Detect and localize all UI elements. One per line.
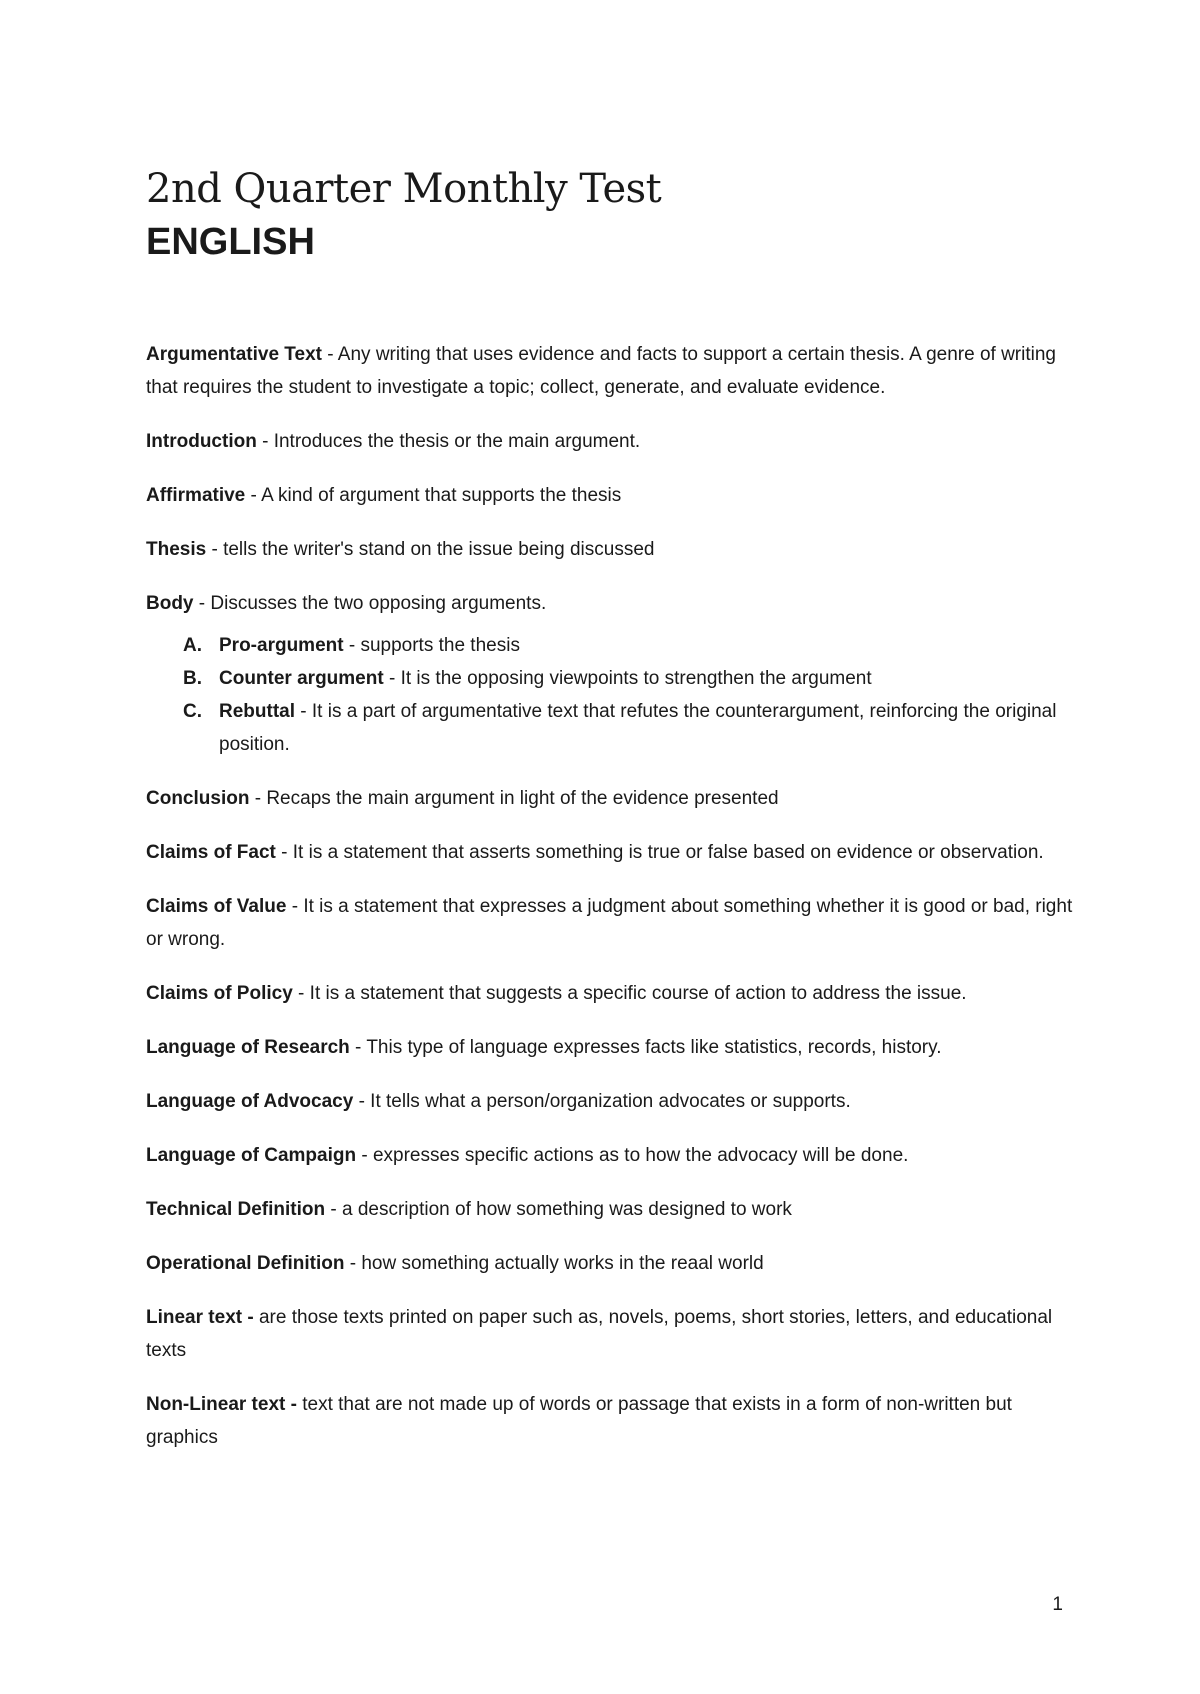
definition-entry <box>146 587 1076 620</box>
list-marker: B. <box>183 668 202 689</box>
page-number: 1 <box>1052 1594 1063 1615</box>
definition-entry <box>146 425 1076 458</box>
term-definition: - A kind of argument that supports the thesis <box>245 485 622 506</box>
term-label: Claims of Fact <box>146 842 276 863</box>
definition-entry <box>146 890 1076 956</box>
term-definition: - Introduces the thesis or the main argument. <box>256 431 641 452</box>
term-label: Claims of Policy <box>146 983 293 1004</box>
term-label: Pro-argument <box>219 635 344 656</box>
term-definition: - Discusses the two opposing arguments. <box>193 593 547 614</box>
definition-entry <box>146 479 1076 512</box>
term-label: Technical Definition <box>146 1199 326 1220</box>
term-label: Linear text - <box>146 1307 254 1328</box>
list-marker: A. <box>183 635 202 656</box>
term-definition: - It is a statement that asserts something is true or false based on evidence or observation. <box>275 842 1044 863</box>
list-item <box>146 695 1076 761</box>
definition-entry <box>146 1301 1076 1367</box>
definition-entry <box>146 977 1076 1010</box>
term-label: Affirmative <box>146 485 246 506</box>
term-label: Non-Linear text - <box>146 1394 297 1415</box>
definition-entry <box>146 338 1076 404</box>
definition-entry <box>146 782 1076 815</box>
term-definition: - This type of language expresses facts like statistics, records, history. <box>349 1037 942 1058</box>
term-definition: - supports the thesis <box>343 635 520 656</box>
term-label: Introduction <box>146 431 257 452</box>
body-parts-list <box>146 629 1076 761</box>
definitions-list <box>146 338 1076 1475</box>
term-definition: - tells the writer's stand on the issue being discussed <box>206 539 655 560</box>
list-item <box>146 629 1076 662</box>
definition-entry <box>146 1388 1076 1454</box>
term-label: Language of Campaign <box>146 1145 357 1166</box>
term-definition: - It is a statement that suggests a specific course of action to address the issue. <box>292 983 967 1004</box>
term-label: Thesis <box>146 539 207 560</box>
term-definition: - It is the opposing viewpoints to strengthen the argument <box>383 668 872 689</box>
definition-entry <box>146 1085 1076 1118</box>
definition-entry <box>146 836 1076 869</box>
definition-entry <box>146 533 1076 566</box>
term-label: Argumentative Text <box>146 344 322 365</box>
term-definition: - It is a part of argumentative text that refutes the counterargument, reinforcing the original position. <box>219 701 1057 755</box>
term-label: Counter argument <box>219 668 384 689</box>
term-label: Language of Research <box>146 1037 350 1058</box>
term-definition: - It is a statement that expresses a judgment about something whether it is good or bad, right or wrong. <box>146 896 1073 950</box>
term-definition: are those texts printed on paper such as, novels, poems, short stories, letters, and educational texts <box>146 1307 1053 1361</box>
definition-entry <box>146 1193 1076 1226</box>
term-definition: - expresses specific actions as to how the advocacy will be done. <box>356 1145 909 1166</box>
definition-entry <box>146 1247 1076 1280</box>
term-definition: text that are not made up of words or passage that exists in a form of non-written but graphics <box>146 1394 1012 1448</box>
term-label: Operational Definition <box>146 1253 345 1274</box>
term-label: Conclusion <box>146 788 250 809</box>
subject-heading: ENGLISH <box>146 221 315 263</box>
term-label: Body <box>146 593 194 614</box>
list-marker: C. <box>183 701 202 722</box>
term-definition: - a description of how something was designed to work <box>325 1199 792 1220</box>
term-definition: - how something actually works in the reaal world <box>344 1253 764 1274</box>
term-label: Rebuttal <box>219 701 295 722</box>
definition-entry <box>146 1139 1076 1172</box>
term-definition: - It tells what a person/organization advocates or supports. <box>353 1091 851 1112</box>
term-definition: - Any writing that uses evidence and facts to support a certain thesis. A genre of writing that requires the student to investigate a topic; collect, generate, and evaluate evidence. <box>146 344 1056 398</box>
term-label: Language of Advocacy <box>146 1091 354 1112</box>
term-label: Claims of Value <box>146 896 287 917</box>
list-item <box>146 662 1076 695</box>
term-definition: - Recaps the main argument in light of the evidence presented <box>249 788 779 809</box>
page-title: 2nd Quarter Monthly Test <box>146 166 662 212</box>
definition-entry <box>146 1031 1076 1064</box>
